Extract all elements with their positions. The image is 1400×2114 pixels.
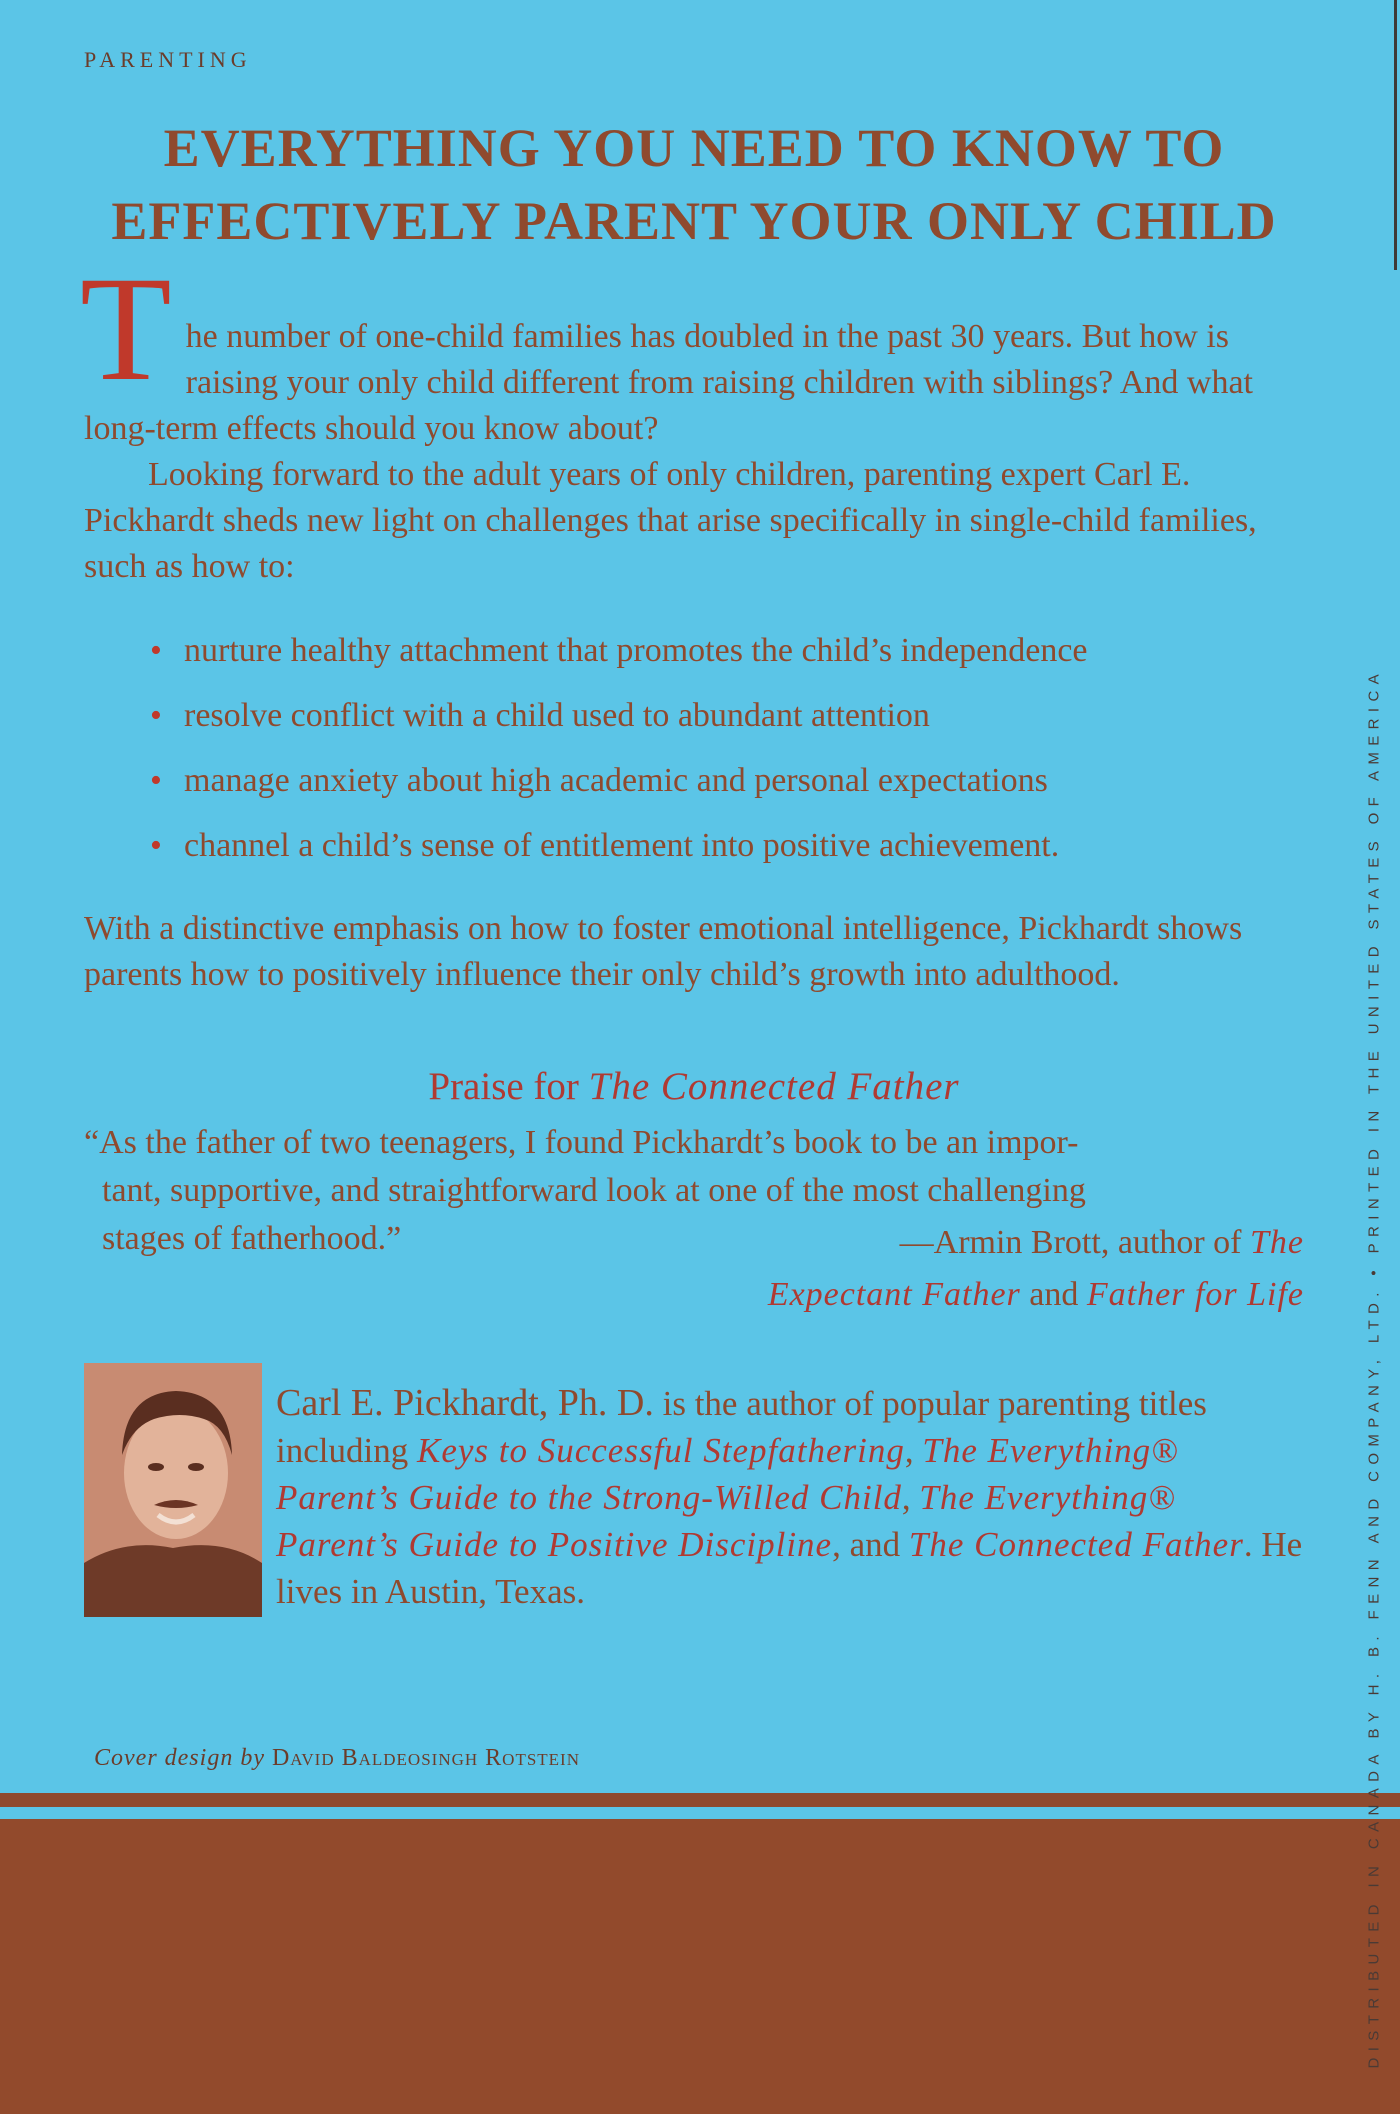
brown-band bbox=[0, 1819, 1400, 2114]
bio-book-2: The Everything® Parent’s Guide to the Strong-Willed Child bbox=[276, 1431, 1179, 1517]
bio-book-3: The Everything® Parent’s Guide to Positive Discipline bbox=[276, 1478, 1176, 1564]
bio-book-4: The Connected Father bbox=[908, 1525, 1244, 1564]
intro-paragraph-1 bbox=[80, 246, 1304, 452]
bullet-list bbox=[150, 628, 1310, 888]
bullet-item: • nurture healthy attachment that promotes the child’s independence bbox=[150, 628, 1310, 674]
author-portrait-icon bbox=[84, 1363, 262, 1617]
quote-line-1: “As the father of two teenagers, I found Pickhardt’s book to be an impor- bbox=[84, 1124, 1079, 1161]
closing-paragraph: With a distinctive emphasis on how to foster emotional intelligence, Pickhardt shows parents how to positively influence their only child’s growth into adulthood. bbox=[84, 910, 1243, 993]
intro-paragraph-1-text: he number of one-child families has doubled in the past 30 years. But how is raising your only child different from raising children with siblings? And what long-term effects should you know about? bbox=[84, 318, 1253, 447]
author-name: Carl E. Pickhardt, Ph. D. bbox=[276, 1382, 654, 1424]
edge-line bbox=[1394, 0, 1397, 270]
headline-line-2: EFFECTIVELY PARENT YOUR ONLY CHILD bbox=[111, 191, 1277, 251]
drop-cap: T bbox=[80, 246, 172, 412]
author-bio: Carl E. Pickhardt, Ph. D. is the author of popular parenting titles including Keys to Successful Stepfathering, The Everything® Parent’s Guide to the Strong-Willed Child, The Everything® Parent’s Guide to Positive Discipline, and The Connected Father. He lives in Austin, Texas. bbox=[276, 1382, 1303, 1611]
bullet-item: • resolve conflict with a child used to abundant attention bbox=[150, 693, 1310, 739]
praise-book-title: The Connected Father bbox=[588, 1065, 960, 1108]
spine-edge-text bbox=[1365, 440, 1383, 2069]
bullet-item: • manage anxiety about high academic and personal expectations bbox=[150, 758, 1310, 804]
quote-line-3: stages of fatherhood.” bbox=[102, 1220, 402, 1257]
distribution-notice: DISTRIBUTED IN CANADA BY H. B. FENN AND COMPANY, LTD. • PRINTED IN THE UNITED STATES OF AMERICA bbox=[1365, 667, 1383, 2069]
headline bbox=[84, 112, 1304, 258]
author-photo bbox=[84, 1363, 262, 1617]
category-label: PARENTING bbox=[84, 47, 252, 72]
brown-stripe bbox=[0, 1793, 1400, 1807]
bullet-icon: • bbox=[150, 827, 162, 864]
cover-design-credit: Cover design by David Baldeosingh Rotstein bbox=[94, 1745, 580, 1771]
bullet-item: • channel a child’s sense of entitlement into positive achievement. bbox=[150, 823, 1310, 869]
bullet-icon: • bbox=[150, 697, 162, 734]
bullet-icon: • bbox=[150, 762, 162, 799]
bio-book-1: Keys to Successful Stepfathering bbox=[416, 1431, 905, 1470]
quote-attribution: —Armin Brott, author of The Expectant Father and Father for Life bbox=[767, 1224, 1304, 1313]
headline-line-1: EVERYTHING YOU NEED TO KNOW TO bbox=[163, 118, 1225, 178]
intro-text bbox=[80, 246, 1304, 590]
quote-line-2: tant, supportive, and straightforward look at one of the most challenging bbox=[102, 1172, 1086, 1209]
praise-heading: Praise for The Connected Father bbox=[428, 1065, 960, 1108]
designer-name: David Baldeosingh Rotstein bbox=[271, 1745, 580, 1771]
intro-paragraph-2: Looking forward to the adult years of only children, parenting expert Carl E. Pickhardt sheds new light on challenges that arise specifically in single-child families, such as how to: bbox=[84, 456, 1257, 585]
bullet-icon: • bbox=[150, 632, 162, 669]
